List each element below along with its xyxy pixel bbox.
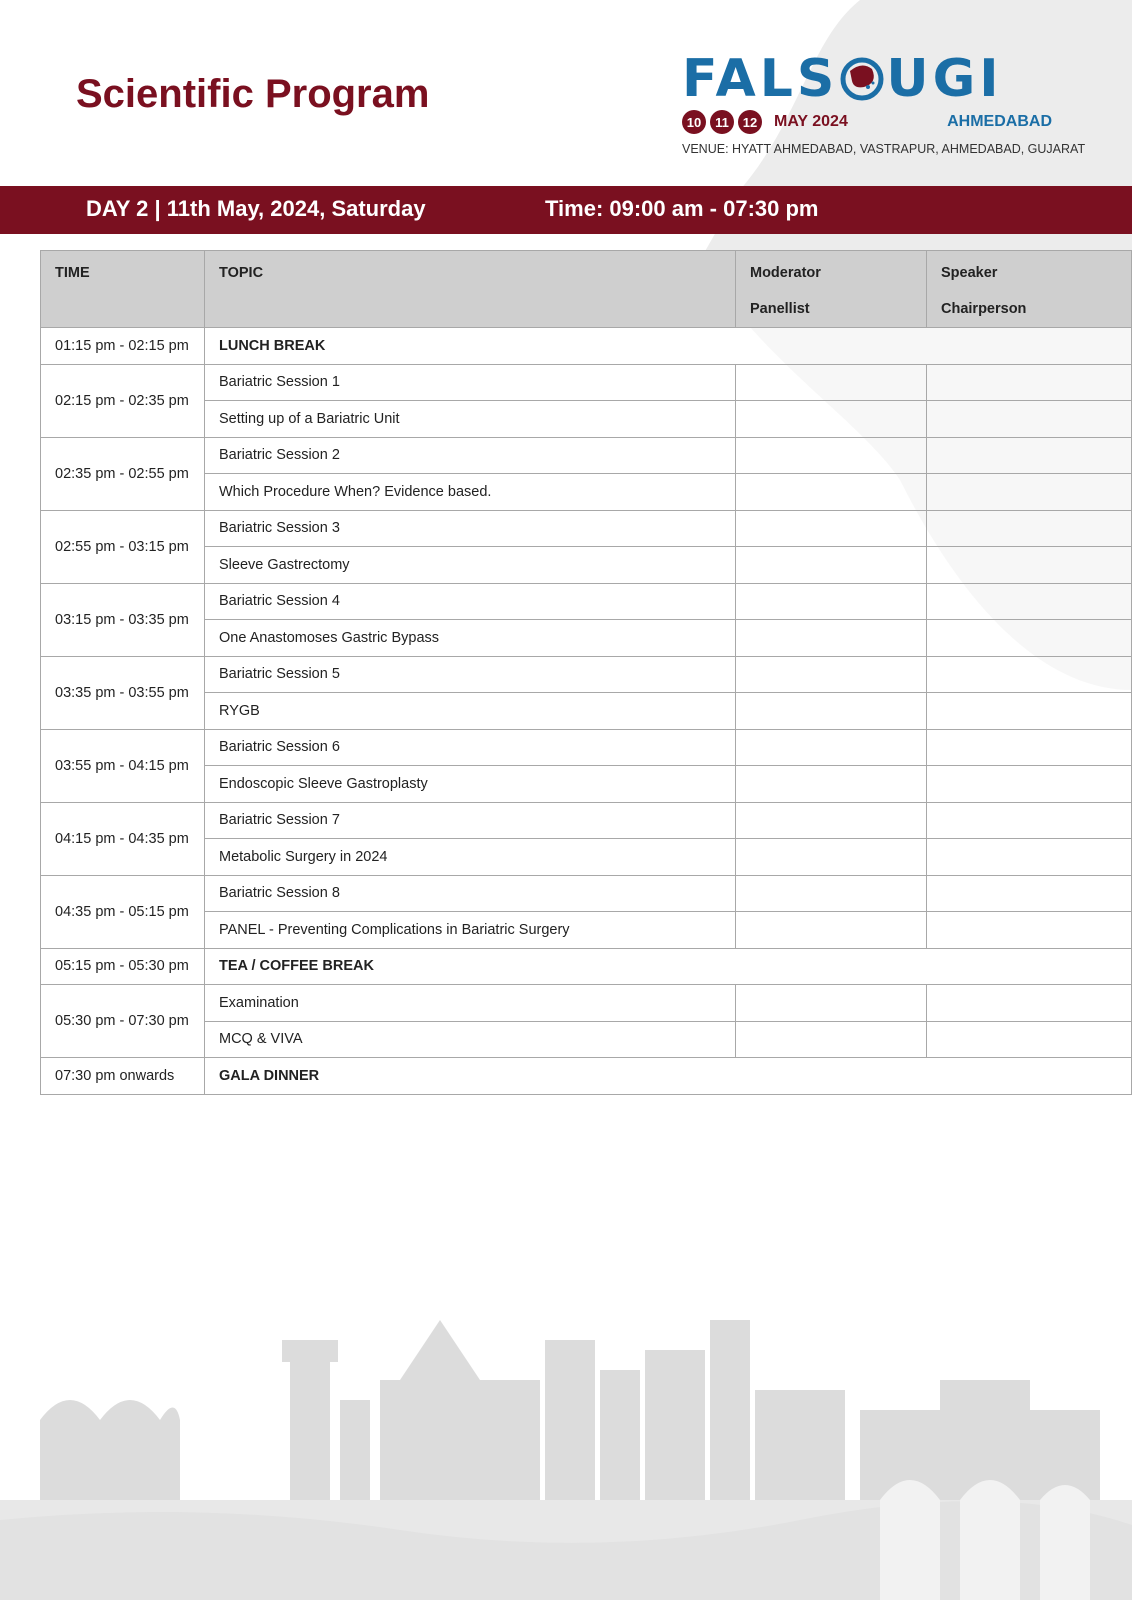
moderator-cell xyxy=(736,839,927,876)
logo-word-left: FALS xyxy=(682,49,839,109)
time-cell: 05:30 pm - 07:30 pm xyxy=(41,985,205,1058)
moderator-cell xyxy=(736,693,927,730)
session-title-cell: Bariatric Session 6 xyxy=(205,729,736,766)
lunch-break-cell: LUNCH BREAK xyxy=(205,328,1132,365)
speaker-cell xyxy=(927,510,1132,547)
table-row xyxy=(41,948,1132,985)
table-row xyxy=(41,474,1132,511)
speaker-cell xyxy=(927,839,1132,876)
time-cell: 03:55 pm - 04:15 pm xyxy=(41,729,205,802)
table-row xyxy=(41,620,1132,657)
moderator-cell xyxy=(736,474,927,511)
speaker-cell xyxy=(927,875,1132,912)
speaker-cell xyxy=(927,474,1132,511)
session-title-cell: Bariatric Session 7 xyxy=(205,802,736,839)
time-cell: 07:30 pm onwards xyxy=(41,1058,205,1095)
exam-topic-cell: MCQ & VIVA xyxy=(205,1021,736,1058)
session-title-cell: Bariatric Session 5 xyxy=(205,656,736,693)
speaker-cell xyxy=(927,693,1132,730)
session-title-cell: Bariatric Session 2 xyxy=(205,437,736,474)
gala-dinner-cell: GALA DINNER xyxy=(205,1058,1132,1095)
time-cell: 03:35 pm - 03:55 pm xyxy=(41,656,205,729)
session-title-cell: Bariatric Session 4 xyxy=(205,583,736,620)
table-row xyxy=(41,437,1132,474)
time-cell: 05:15 pm - 05:30 pm xyxy=(41,948,205,985)
session-topic-cell: Sleeve Gastrectomy xyxy=(205,547,736,584)
table-row xyxy=(41,766,1132,803)
time-cell: 01:15 pm - 02:15 pm xyxy=(41,328,205,365)
speaker-cell xyxy=(927,583,1132,620)
moderator-cell xyxy=(736,1021,927,1058)
time-cell: 02:35 pm - 02:55 pm xyxy=(41,437,205,510)
day-banner xyxy=(0,186,1132,234)
logo-month: MAY 2024 xyxy=(774,113,848,130)
speaker-cell xyxy=(927,401,1132,438)
date-day-circle: 11 xyxy=(710,110,734,134)
moderator-cell xyxy=(736,802,927,839)
header-moderator: Moderator xyxy=(750,265,821,281)
moderator-cell xyxy=(736,401,927,438)
logo-word-right: UGI xyxy=(886,49,1003,109)
session-topic-cell: Setting up of a Bariatric Unit xyxy=(205,401,736,438)
table-row xyxy=(41,985,1132,1022)
moderator-cell xyxy=(736,364,927,401)
moderator-cell xyxy=(736,729,927,766)
event-logo xyxy=(682,49,1086,156)
date-day-circle: 12 xyxy=(738,110,762,134)
venue-text: VENUE: HYATT AHMEDABAD, VASTRAPUR, AHMEDABAD, GUJARAT xyxy=(682,142,1086,156)
header-chairperson: Chairperson xyxy=(941,301,1027,317)
session-title-cell: Bariatric Session 3 xyxy=(205,510,736,547)
time-cell: 04:35 pm - 05:15 pm xyxy=(41,875,205,948)
program-table xyxy=(40,250,1132,1095)
table-row xyxy=(41,583,1132,620)
table-row xyxy=(41,912,1132,949)
time-cell: 02:55 pm - 03:15 pm xyxy=(41,510,205,583)
table-row xyxy=(41,656,1132,693)
table-row xyxy=(41,510,1132,547)
speaker-cell xyxy=(927,364,1132,401)
session-title-cell: Bariatric Session 1 xyxy=(205,364,736,401)
city-skyline-illustration xyxy=(0,1300,1132,1600)
session-topic-cell: RYGB xyxy=(205,693,736,730)
session-topic-cell: Endoscopic Sleeve Gastroplasty xyxy=(205,766,736,803)
speaker-cell xyxy=(927,912,1132,949)
moderator-cell xyxy=(736,547,927,584)
session-topic-cell: Which Procedure When? Evidence based. xyxy=(205,474,736,511)
header-speaker: Speaker xyxy=(941,265,998,281)
moderator-cell xyxy=(736,766,927,803)
moderator-cell xyxy=(736,656,927,693)
session-title-cell: Bariatric Session 8 xyxy=(205,875,736,912)
logo-dates xyxy=(682,110,1052,134)
date-day-circle: 10 xyxy=(682,110,706,134)
header-time: TIME xyxy=(41,251,205,328)
logo-wordmark xyxy=(682,49,1052,109)
tea-break-cell: TEA / COFFEE BREAK xyxy=(205,948,1132,985)
table-row xyxy=(41,364,1132,401)
time-cell: 02:15 pm - 02:35 pm xyxy=(41,364,205,437)
time-cell: 04:15 pm - 04:35 pm xyxy=(41,802,205,875)
speaker-cell xyxy=(927,1021,1132,1058)
exam-title-cell: Examination xyxy=(205,985,736,1022)
header-topic: TOPIC xyxy=(205,251,736,328)
speaker-cell xyxy=(927,656,1132,693)
table-row xyxy=(41,401,1132,438)
day-label: DAY 2 | 11th May, 2024, Saturday xyxy=(86,196,426,221)
moderator-cell xyxy=(736,437,927,474)
table-header-row xyxy=(41,251,1132,328)
page-title: Scientific Program xyxy=(76,72,430,116)
table-row xyxy=(41,1058,1132,1095)
session-topic-cell: One Anastomoses Gastric Bypass xyxy=(205,620,736,657)
moderator-cell xyxy=(736,875,927,912)
table-row xyxy=(41,729,1132,766)
time-range-label: Time: 09:00 am - 07:30 pm xyxy=(545,196,819,221)
speaker-cell xyxy=(927,547,1132,584)
speaker-cell xyxy=(927,985,1132,1022)
speaker-cell xyxy=(927,802,1132,839)
stomach-emblem-icon xyxy=(840,57,884,101)
header-panellist: Panellist xyxy=(750,301,810,317)
table-row xyxy=(41,802,1132,839)
speaker-cell xyxy=(927,766,1132,803)
table-row xyxy=(41,839,1132,876)
speaker-cell xyxy=(927,620,1132,657)
moderator-cell xyxy=(736,583,927,620)
speaker-cell xyxy=(927,729,1132,766)
session-topic-cell: PANEL - Preventing Complications in Bariatric Surgery xyxy=(205,912,736,949)
table-row xyxy=(41,693,1132,730)
table-row xyxy=(41,328,1132,365)
moderator-cell xyxy=(736,912,927,949)
speaker-cell xyxy=(927,437,1132,474)
moderator-cell xyxy=(736,620,927,657)
table-row xyxy=(41,547,1132,584)
header-speaker-chairperson xyxy=(927,251,1132,328)
moderator-cell xyxy=(736,985,927,1022)
moderator-cell xyxy=(736,510,927,547)
header-moderator-panellist xyxy=(736,251,927,328)
table-row xyxy=(41,875,1132,912)
session-topic-cell: Metabolic Surgery in 2024 xyxy=(205,839,736,876)
logo-city: AHMEDABAD xyxy=(947,113,1052,130)
time-cell: 03:15 pm - 03:35 pm xyxy=(41,583,205,656)
table-row xyxy=(41,1021,1132,1058)
